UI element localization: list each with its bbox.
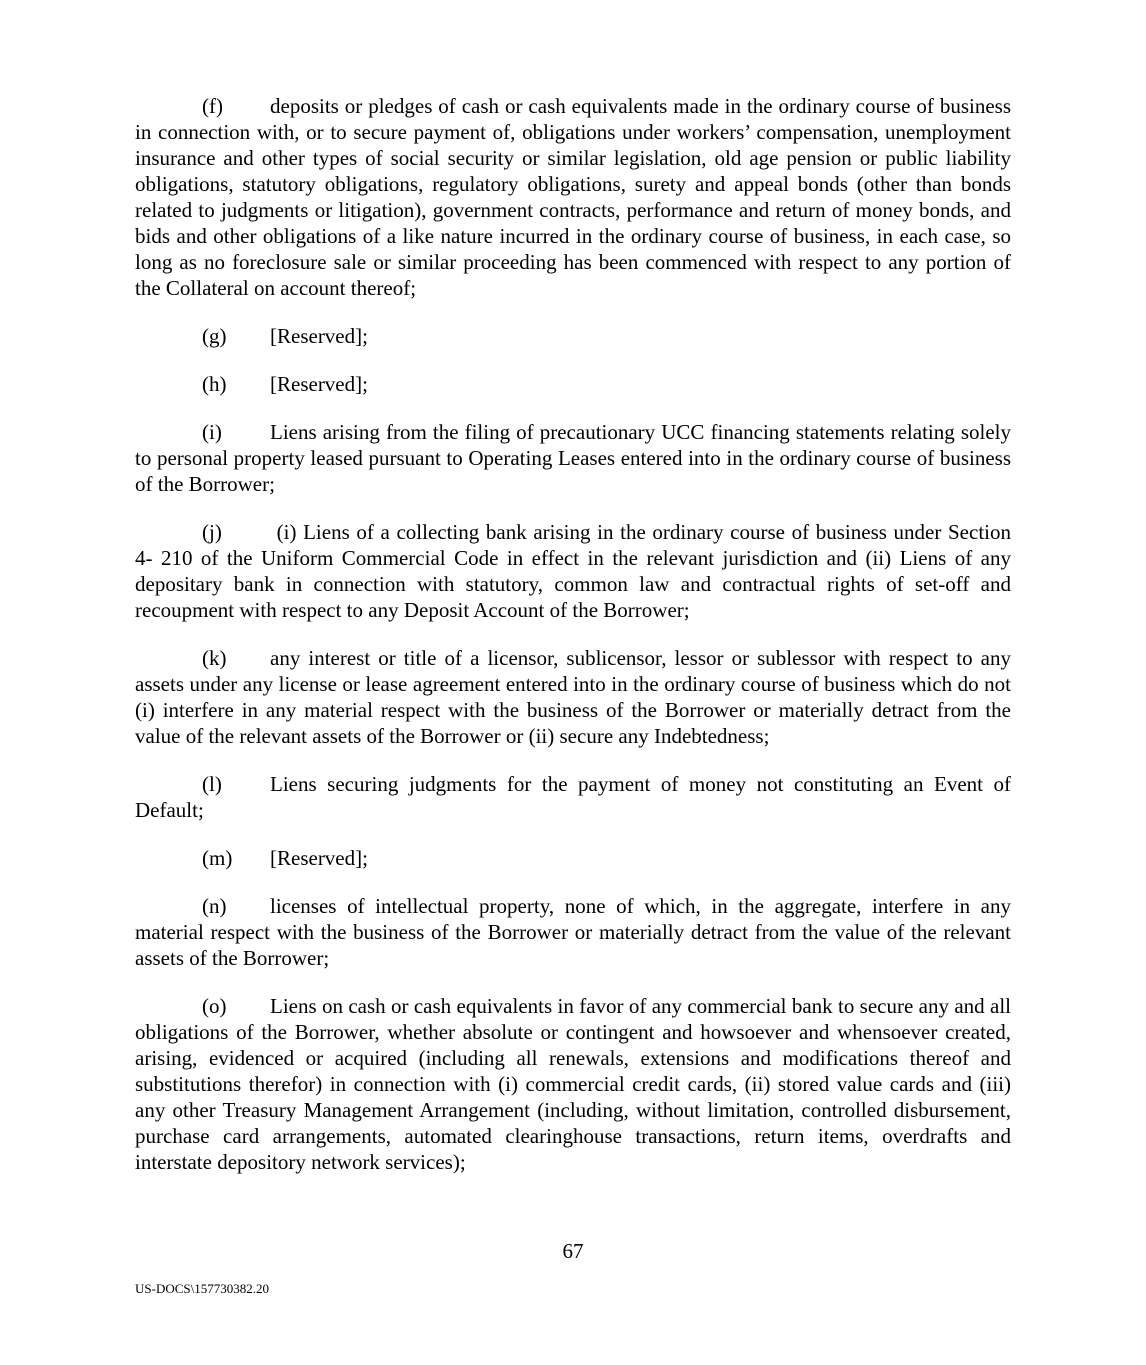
clause-text: any interest or title of a licensor, sublicensor, lessor or sublessor with respect to any assets under any license or lease agreement entered into in the ordinary course of business which do not (i) interfere in any material respect with the business of the Borrower or materially detract from the value of the relevant assets of the Borrower or (ii) secure any Indebtedness; (135, 646, 1011, 748)
clause-label: (l) (202, 772, 222, 796)
clause-text: licenses of intellectual property, none of which, in the aggregate, interfere in any material respect with the business of the Borrower or materially detract from the value of the relevant assets of the Borrower; (135, 894, 1011, 970)
clause-text: Liens on cash or cash equivalents in favor of any commercial bank to secure any and all obligations of the Borrower, whether absolute or contingent and howsoever and whensoever created, arising, evidenced or acquired (including all renewals, extensions and modifications thereof and substitutions therefor) in connection with (i) commercial credit cards, (ii) stored value cards and (iii) any other Treasury Management Arrangement (including, without limitation, controlled disbursement, purchase card arrangements, automated clearinghouse transactions, return items, overdrafts and interstate depository network services); (135, 994, 1011, 1174)
clause-j (135, 519, 1011, 623)
clause-label: (f) (202, 94, 223, 118)
clause-i (135, 419, 1011, 497)
clause-label: (o) (202, 994, 227, 1018)
clause-text: [Reserved]; (270, 372, 368, 396)
clause-label: (m) (202, 846, 233, 870)
clause-label: (h) (202, 372, 227, 396)
clause-l (135, 771, 1011, 823)
clause-o (135, 993, 1011, 1175)
clause-n (135, 893, 1011, 971)
document-body (135, 93, 1011, 1197)
clause-f (135, 93, 1011, 301)
clause-label: (j) (202, 520, 222, 544)
clause-label: (n) (202, 894, 227, 918)
clause-g (135, 323, 1011, 349)
page-number: 67 (562, 1239, 584, 1263)
clause-m (135, 845, 1011, 871)
document-id: US-DOCS\157730382.20 (135, 1281, 269, 1296)
clause-text: Liens securing judgments for the payment of money not constituting an Event of Default; (135, 772, 1011, 822)
clause-label: (k) (202, 646, 227, 670)
clause-label: (g) (202, 324, 227, 348)
clause-text: Liens arising from the filing of precautionary UCC financing statements relating solely to personal property leased pursuant to Operating Leases entered into in the ordinary course of business of the Borrower; (135, 420, 1011, 496)
clause-label: (i) (202, 420, 222, 444)
clause-h (135, 371, 1011, 397)
clause-text: deposits or pledges of cash or cash equivalents made in the ordinary course of business in connection with, or to secure payment of, obligations under workers’ compensation, unemployment insurance and other types of social security or similar legislation, old age pension or public liability obligations, statutory obligations, regulatory obligations, surety and appeal bonds (other than bonds related to judgments or litigation), government contracts, performance and return of money bonds, and bids and other obligations of a like nature incurred in the ordinary course of business, in each case, so long as no foreclosure sale or similar proceeding has been commenced with respect to any portion of the Collateral on account thereof; (135, 94, 1011, 300)
clause-text: [Reserved]; (270, 846, 368, 870)
clause-text: [Reserved]; (270, 324, 368, 348)
clause-text: (i) Liens of a collecting bank arising in the ordinary course of business under Section 4- 210 of the Uniform Commercial Code in effect in the relevant jurisdiction and (ii) Liens of any depositary bank in connection with statutory, common law and contractual rights of set-off and recoupment with respect to any Deposit Account of the Borrower; (135, 520, 1011, 622)
clause-k (135, 645, 1011, 749)
